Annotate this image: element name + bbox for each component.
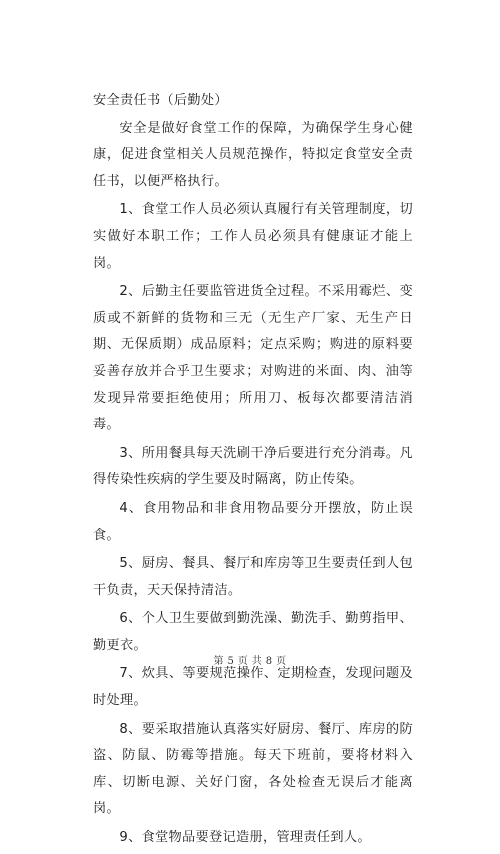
paragraph-item-6: 6、个人卫生要做到勤洗澡、勤洗手、勤剪指甲、勤更衣。 bbox=[93, 611, 413, 653]
paragraph-intro: 安全是做好食堂工作的保障，为确保学生身心健康，促进食堂相关人员规范操作，特拟定食堂安全责任书，以便严格执行。 bbox=[93, 120, 413, 189]
document-body bbox=[93, 88, 413, 854]
paragraph-item-9: 9、食堂物品要登记造册，管理责任到人。 bbox=[119, 830, 371, 846]
paragraph-item-5: 5、厨房、餐具、餐厅和库房等卫生要责任到人包干负责，天天保持清洁。 bbox=[93, 556, 413, 598]
paragraph-item-4: 4、食用物品和非食用物品要分开摆放，防止误食。 bbox=[93, 500, 413, 543]
paragraph-item-2: 2、后勤主任要监管进货全过程。不采用霉烂、变质或不新鲜的货物和三无（无生产厂家、无生产日期、无保质期）成品原料；定点采购；购进的原料要妥善存放并合乎卫生要求；对购进的米面、肉、油等发现异常要拒绝使用；所用刀、板每次都要清洁消毒。 bbox=[93, 284, 413, 433]
paragraph-item-8: 8、要采取措施认真落实好厨房、餐厅、库房的防盗、防鼠、防霉等措施。每天下班前，要将材料入库、切断电源、关好门窗，各处检查无误后才能离岗。 bbox=[93, 721, 413, 817]
paragraph-item-7: 7、炊具、等要规范操作、定期检查，发现问题及时处理。 bbox=[93, 666, 413, 709]
paragraph-item-1: 1、食堂工作人员必须认真履行有关管理制度，切实做好本职工作；工作人员必须具有健康证才能上岗。 bbox=[93, 202, 413, 271]
paragraph-item-3: 3、所用餐具每天洗刷干净后要进行充分消毒。凡得传染性疾病的学生要及时隔离，防止传染。 bbox=[93, 445, 413, 488]
page-number-footer: 第 5 页 共 8 页 bbox=[213, 656, 287, 667]
document-title: 安全责任书（后勤处） bbox=[93, 93, 228, 108]
